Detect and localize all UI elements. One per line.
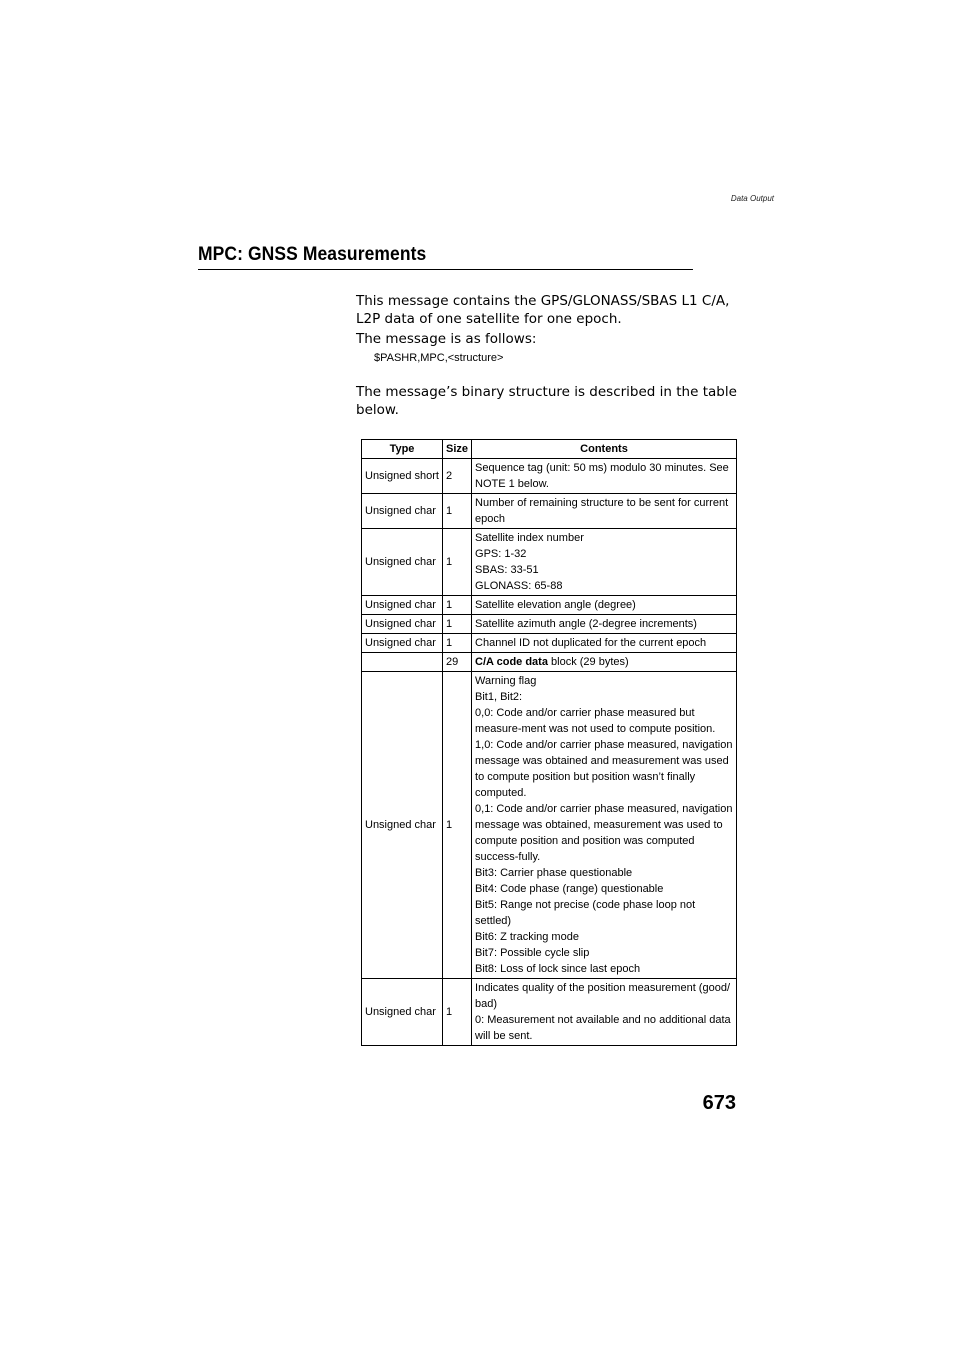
contents-text: block (29 bytes): [547, 656, 629, 668]
cell-type: Unsigned char: [362, 979, 443, 1046]
structure-table: [361, 439, 737, 1046]
contents-line: Bit4: Code phase (range) questionable: [475, 883, 664, 895]
intro-paragraph: This message contains the GPS/GLONASS/SBAS L1 C/A, L2P data of one satellite for one epoch.: [356, 293, 730, 327]
cell-type: Unsigned short: [362, 459, 443, 494]
table-row: [362, 459, 737, 494]
contents-line: 0,0: Code and/or carrier phase measured but measure-ment was not used to compute position.: [475, 707, 716, 735]
header-size: Size: [443, 440, 472, 459]
table-row: [362, 494, 737, 529]
header-contents: Contents: [472, 440, 737, 459]
contents-line: Indicates quality of the position measurement (good/ bad): [475, 982, 730, 1010]
table-row: [362, 529, 737, 596]
cell-size: 1: [443, 979, 472, 1046]
cell-size: 1: [443, 672, 472, 979]
contents-line: Satellite index number: [475, 532, 584, 544]
cell-type: Unsigned char: [362, 672, 443, 979]
cell-size: 29: [443, 653, 472, 672]
page-number: 673: [702, 1092, 736, 1114]
cell-type: Unsigned char: [362, 529, 443, 596]
cell-contents: [472, 672, 737, 979]
contents-line: Number of remaining structure to be sent for current epoch: [475, 497, 729, 525]
section-title: MPC: GNSS Measurements: [198, 244, 693, 270]
cell-type: Unsigned char: [362, 634, 443, 653]
running-header: Data Output: [730, 194, 774, 203]
cell-type: Unsigned char: [362, 615, 443, 634]
contents-line: GLONASS: 65-88: [475, 580, 563, 592]
table-row: [362, 615, 737, 634]
cell-contents: [472, 979, 737, 1046]
cell-type: Unsigned char: [362, 494, 443, 529]
cell-contents: [472, 615, 737, 634]
contents-line: Bit6: Z tracking mode: [475, 931, 579, 943]
contents-line: Warning flag: [475, 675, 537, 687]
table-row: [362, 634, 737, 653]
cell-contents: [472, 596, 737, 615]
contents-line: Bit5: Range not precise (code phase loop not settled): [475, 899, 696, 927]
cell-size: 1: [443, 615, 472, 634]
cell-size: 2: [443, 459, 472, 494]
contents-line: Bit1, Bit2:: [475, 691, 523, 703]
cell-contents: [472, 634, 737, 653]
cell-contents: [472, 494, 737, 529]
message-format: $PASHR,MPC,<structure>: [374, 352, 504, 364]
contents-line: Satellite elevation angle (degree): [475, 599, 636, 611]
contents-line: GPS: 1-32: [475, 548, 527, 560]
cell-size: 1: [443, 596, 472, 615]
contents-line: 1,0: Code and/or carrier phase measured, navigation message was obtained and measurement was used to compute position but position wasn’t finally computed.: [475, 739, 733, 799]
cell-type: [362, 653, 443, 672]
table-row: [362, 672, 737, 979]
cell-size: 1: [443, 634, 472, 653]
contents-bold-lead: C/A code data: [475, 656, 548, 668]
table-row: [362, 596, 737, 615]
contents-line: SBAS: 33-51: [475, 564, 539, 576]
format-intro: The message is as follows:: [356, 331, 537, 347]
table-row: [362, 653, 737, 672]
contents-line: 0,1: Code and/or carrier phase measured, navigation message was obtained, measurement was used to compute position and position was computed success-fully.: [475, 803, 733, 863]
contents-line: Sequence tag (unit: 50 ms) modulo 30 minutes. See NOTE 1 below.: [475, 462, 729, 490]
contents-line: Channel ID not duplicated for the current epoch: [475, 637, 707, 649]
contents-line: Bit3: Carrier phase questionable: [475, 867, 633, 879]
cell-contents: [472, 653, 737, 672]
contents-line: 0: Measurement not available and no additional data will be sent.: [475, 1014, 731, 1042]
cell-size: 1: [443, 529, 472, 596]
contents-line: [475, 654, 733, 670]
cell-size: 1: [443, 494, 472, 529]
cell-contents: [472, 459, 737, 494]
table-header-row: [362, 440, 737, 459]
cell-type: Unsigned char: [362, 596, 443, 615]
table-body: [362, 459, 737, 1046]
table-row: [362, 979, 737, 1046]
contents-line: Satellite azimuth angle (2-degree increments): [475, 618, 697, 630]
cell-contents: [472, 529, 737, 596]
contents-line: Bit8: Loss of lock since last epoch: [475, 963, 641, 975]
table-intro: The message’s binary structure is described in the table below.: [356, 384, 737, 418]
header-type: Type: [362, 440, 443, 459]
contents-line: Bit7: Possible cycle slip: [475, 947, 590, 959]
